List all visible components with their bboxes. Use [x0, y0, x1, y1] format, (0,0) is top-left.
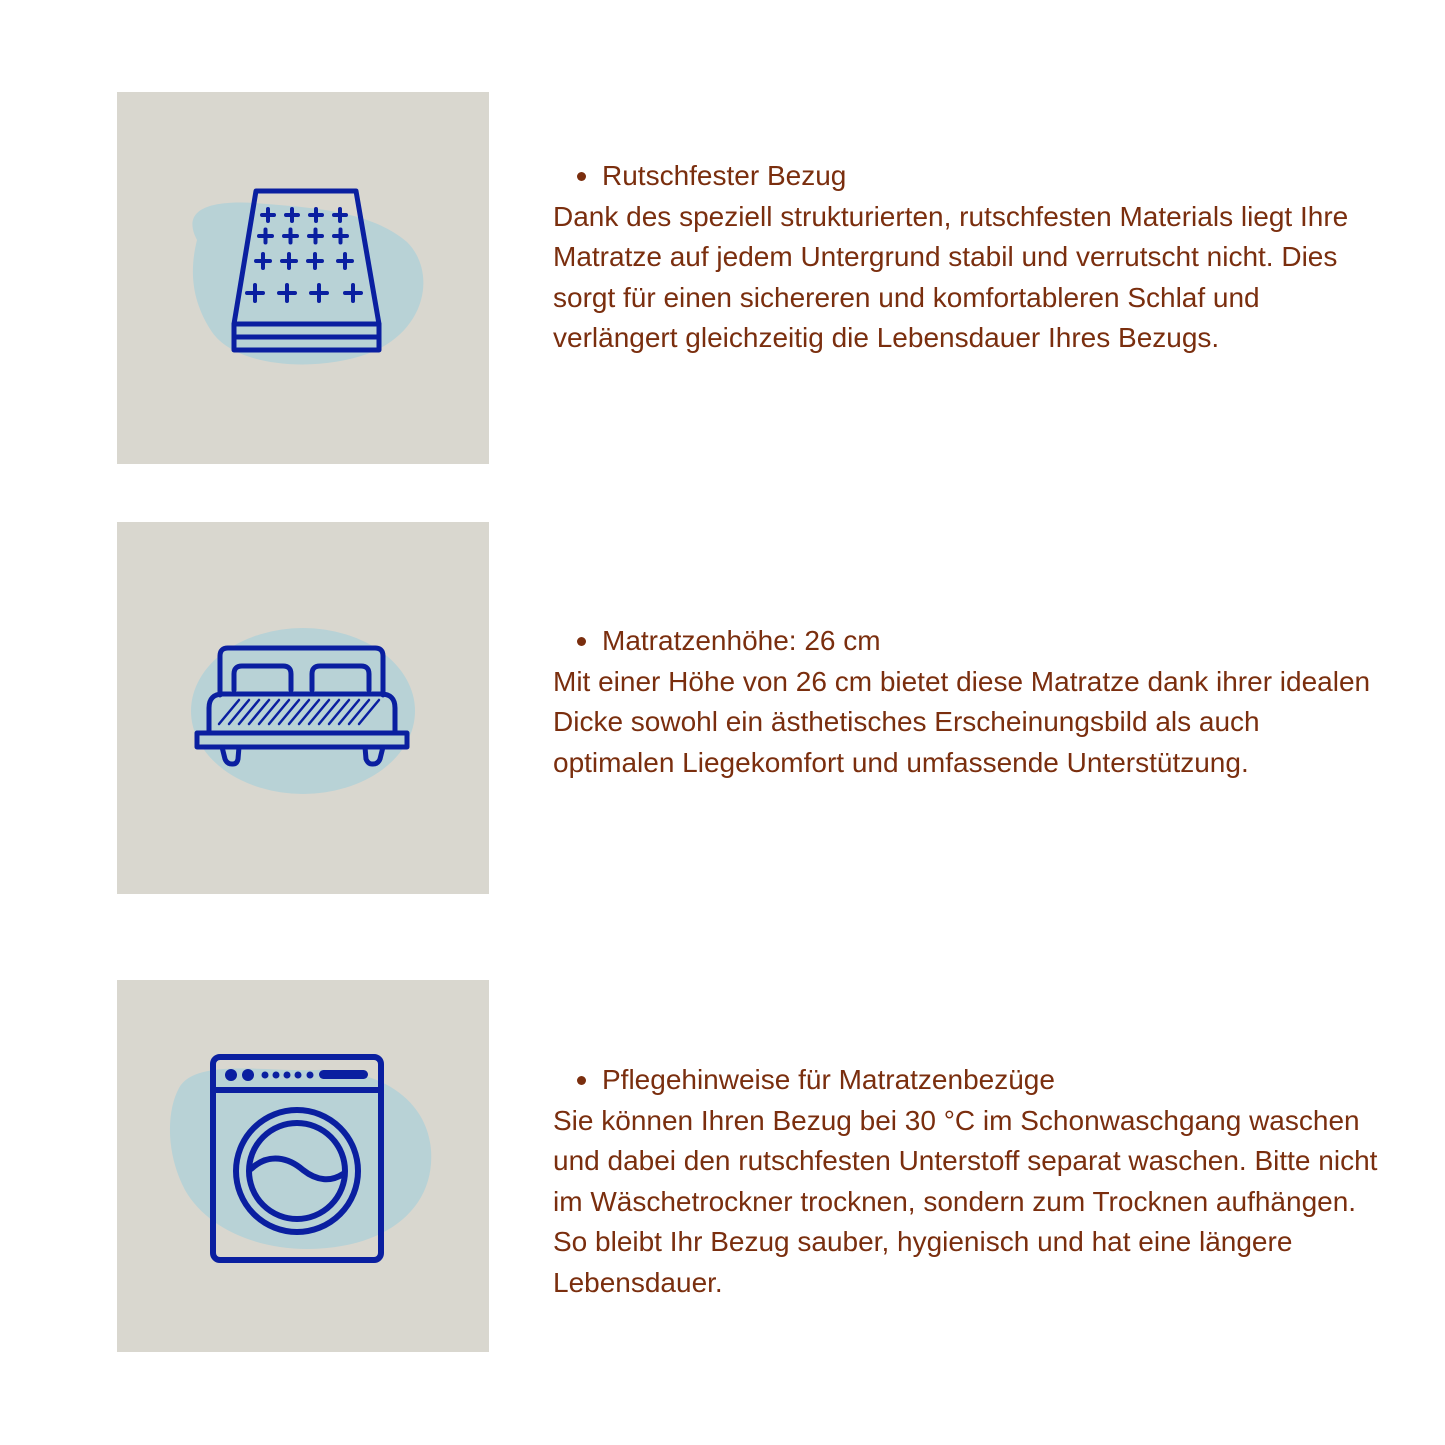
- feature-text: [553, 621, 1383, 783]
- feature-title: [553, 156, 1383, 197]
- bed-icon: [117, 522, 489, 894]
- feature-description: Sie können Ihren Bezug bei 30 °C im Schonwaschgang waschen und dabei den rutschfesten Unterstoff separat waschen. Bitte nicht im Wäschetrockner trocknen, sondern zum Trocknen aufhängen. So bleibt Ihr Bezug sauber, hygienisch und hat eine längere Lebensdauer.: [553, 1104, 1378, 1298]
- bullet: [577, 1076, 586, 1085]
- feature-text: [553, 1060, 1383, 1303]
- washing-machine-icon: [117, 980, 489, 1352]
- feature-image-tile: [117, 92, 489, 464]
- feature-title-text: Pflegehinweise für Matratzenbezüge: [602, 1064, 1055, 1095]
- feature-description: Dank des speziell strukturierten, rutschfesten Materials liegt Ihre Matratze auf jedem Untergrund stabil und verrutscht nicht. Dies sorgt für einen sichereren und komfortableren Schlaf und verlängert gleichzeitig die Lebensdauer Ihres Bezugs.: [553, 200, 1349, 353]
- feature-image-tile: [117, 980, 489, 1352]
- feature-image-tile: [117, 522, 489, 894]
- feature-description: Mit einer Höhe von 26 cm bietet diese Matratze dank ihrer idealen Dicke sowohl ein ästhetisches Erscheinungsbild als auch optimalen Liegekomfort und umfassende Unterstützung.: [553, 665, 1371, 778]
- bullet: [577, 637, 586, 646]
- feature-title: [553, 621, 1383, 662]
- feature-title-text: Matratzenhöhe: 26 cm: [602, 625, 881, 656]
- bullet: [577, 172, 586, 181]
- feature-text: [553, 156, 1383, 359]
- feature-title-text: Rutschfester Bezug: [602, 160, 847, 191]
- mattress-icon: [117, 92, 489, 464]
- feature-title: [553, 1060, 1383, 1101]
